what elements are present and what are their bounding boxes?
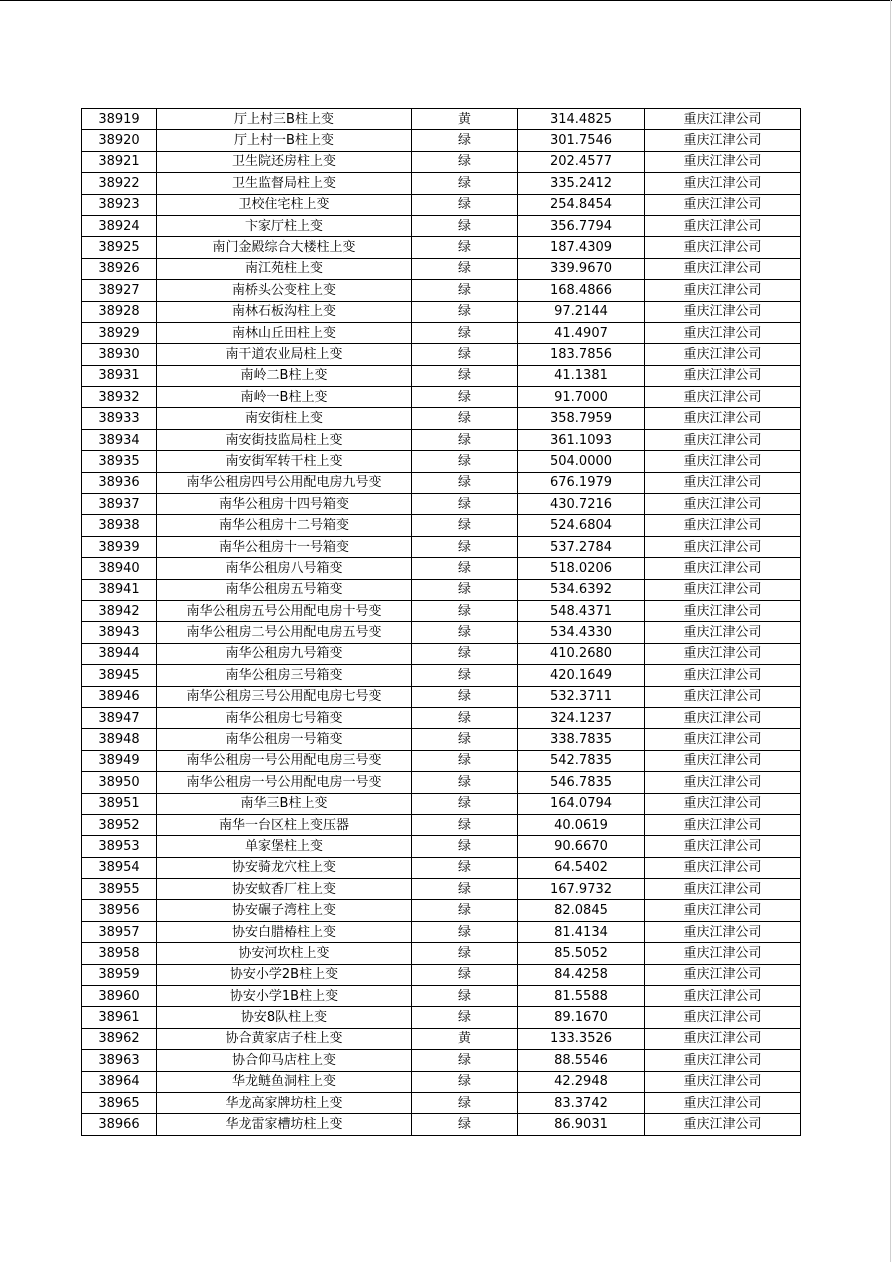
- cell-status: 绿: [412, 451, 518, 472]
- cell-id: 38950: [82, 772, 157, 793]
- cell-name: 协合黄家店子柱上变: [157, 1028, 412, 1049]
- cell-name: 卫生院还房柱上变: [157, 151, 412, 172]
- table-row: [82, 1071, 801, 1092]
- cell-name: 协合仰马店柱上变: [157, 1050, 412, 1071]
- cell-id: 38957: [82, 921, 157, 942]
- cell-value: 168.4866: [518, 280, 645, 301]
- cell-status: 绿: [412, 429, 518, 450]
- cell-status: 绿: [412, 622, 518, 643]
- table-row: [82, 408, 801, 429]
- cell-id: 38928: [82, 301, 157, 322]
- cell-company: 重庆江津公司: [645, 1092, 801, 1113]
- cell-name: 协安白腊椿柱上变: [157, 921, 412, 942]
- cell-value: 532.3711: [518, 686, 645, 707]
- cell-id: 38951: [82, 793, 157, 814]
- cell-company: 重庆江津公司: [645, 515, 801, 536]
- cell-value: 81.4134: [518, 921, 645, 942]
- cell-value: 167.9732: [518, 879, 645, 900]
- cell-id: 38924: [82, 215, 157, 236]
- cell-status: 绿: [412, 921, 518, 942]
- table-row: [82, 986, 801, 1007]
- cell-name: 南门金殿综合大楼柱上变: [157, 237, 412, 258]
- cell-status: 绿: [412, 1050, 518, 1071]
- cell-name: 南华三B柱上变: [157, 793, 412, 814]
- cell-status: 黄: [412, 1028, 518, 1049]
- cell-company: 重庆江津公司: [645, 836, 801, 857]
- cell-id: 38955: [82, 879, 157, 900]
- cell-company: 重庆江津公司: [645, 344, 801, 365]
- cell-status: 绿: [412, 536, 518, 557]
- table-row: [82, 1050, 801, 1071]
- cell-value: 339.9670: [518, 258, 645, 279]
- cell-value: 42.2948: [518, 1071, 645, 1092]
- cell-status: 绿: [412, 365, 518, 386]
- cell-status: 绿: [412, 879, 518, 900]
- cell-id: 38966: [82, 1114, 157, 1135]
- cell-id: 38960: [82, 986, 157, 1007]
- cell-id: 38920: [82, 130, 157, 151]
- cell-name: 单家堡柱上变: [157, 836, 412, 857]
- cell-company: 重庆江津公司: [645, 814, 801, 835]
- table-row: [82, 301, 801, 322]
- table-row: [82, 836, 801, 857]
- cell-value: 91.7000: [518, 387, 645, 408]
- table-row: [82, 814, 801, 835]
- cell-id: 38953: [82, 836, 157, 857]
- table-row: [82, 686, 801, 707]
- cell-name: 南华公租房二号公用配电房五号变: [157, 622, 412, 643]
- cell-company: 重庆江津公司: [645, 772, 801, 793]
- cell-company: 重庆江津公司: [645, 643, 801, 664]
- cell-status: 绿: [412, 237, 518, 258]
- cell-company: 重庆江津公司: [645, 1071, 801, 1092]
- table-row: [82, 451, 801, 472]
- cell-value: 356.7794: [518, 215, 645, 236]
- cell-name: 南林石板沟柱上变: [157, 301, 412, 322]
- cell-value: 548.4371: [518, 600, 645, 621]
- cell-status: 绿: [412, 857, 518, 878]
- cell-status: 绿: [412, 729, 518, 750]
- cell-status: 绿: [412, 1114, 518, 1135]
- cell-value: 202.4577: [518, 151, 645, 172]
- cell-company: 重庆江津公司: [645, 900, 801, 921]
- table-row: [82, 622, 801, 643]
- cell-status: 绿: [412, 579, 518, 600]
- cell-company: 重庆江津公司: [645, 408, 801, 429]
- cell-value: 41.1381: [518, 365, 645, 386]
- cell-value: 83.3742: [518, 1092, 645, 1113]
- cell-id: 38958: [82, 943, 157, 964]
- cell-id: 38944: [82, 643, 157, 664]
- cell-name: 南华公租房八号箱变: [157, 558, 412, 579]
- cell-company: 重庆江津公司: [645, 365, 801, 386]
- cell-id: 38941: [82, 579, 157, 600]
- cell-status: 绿: [412, 750, 518, 771]
- cell-company: 重庆江津公司: [645, 1028, 801, 1049]
- table-row: [82, 1114, 801, 1135]
- cell-company: 重庆江津公司: [645, 130, 801, 151]
- cell-id: 38963: [82, 1050, 157, 1071]
- cell-name: 南华公租房一号公用配电房三号变: [157, 750, 412, 771]
- cell-status: 绿: [412, 1092, 518, 1113]
- cell-value: 97.2144: [518, 301, 645, 322]
- cell-company: 重庆江津公司: [645, 750, 801, 771]
- cell-status: 绿: [412, 772, 518, 793]
- table-row: [82, 109, 801, 130]
- cell-name: 南华公租房十四号箱变: [157, 494, 412, 515]
- cell-value: 82.0845: [518, 900, 645, 921]
- cell-name: 协安碾子湾柱上变: [157, 900, 412, 921]
- page-top-border: [0, 0, 892, 1]
- table-row: [82, 1007, 801, 1028]
- cell-name: 卫生监督局柱上变: [157, 173, 412, 194]
- table-row: [82, 322, 801, 343]
- cell-id: 38925: [82, 237, 157, 258]
- cell-status: 绿: [412, 215, 518, 236]
- cell-id: 38948: [82, 729, 157, 750]
- cell-id: 38923: [82, 194, 157, 215]
- cell-company: 重庆江津公司: [645, 280, 801, 301]
- cell-status: 绿: [412, 494, 518, 515]
- cell-company: 重庆江津公司: [645, 494, 801, 515]
- cell-company: 重庆江津公司: [645, 173, 801, 194]
- cell-company: 重庆江津公司: [645, 857, 801, 878]
- cell-company: 重庆江津公司: [645, 729, 801, 750]
- cell-company: 重庆江津公司: [645, 943, 801, 964]
- cell-status: 绿: [412, 387, 518, 408]
- cell-name: 协安河坎柱上变: [157, 943, 412, 964]
- cell-name: 南岭一B柱上变: [157, 387, 412, 408]
- cell-status: 绿: [412, 515, 518, 536]
- cell-name: 南华公租房五号箱变: [157, 579, 412, 600]
- cell-id: 38927: [82, 280, 157, 301]
- table-row: [82, 579, 801, 600]
- cell-value: 86.9031: [518, 1114, 645, 1135]
- cell-id: 38942: [82, 600, 157, 621]
- cell-name: 南林山丘田柱上变: [157, 322, 412, 343]
- cell-id: 38919: [82, 109, 157, 130]
- table-row: [82, 964, 801, 985]
- cell-name: 协安骑龙穴柱上变: [157, 857, 412, 878]
- cell-name: 南江苑柱上变: [157, 258, 412, 279]
- table-row: [82, 643, 801, 664]
- cell-name: 南华公租房三号公用配电房七号变: [157, 686, 412, 707]
- cell-name: 南安街技监局柱上变: [157, 429, 412, 450]
- cell-name: 南岭二B柱上变: [157, 365, 412, 386]
- cell-value: 524.6804: [518, 515, 645, 536]
- cell-status: 绿: [412, 986, 518, 1007]
- table-row: [82, 772, 801, 793]
- cell-status: 绿: [412, 836, 518, 857]
- page-right-edge: [890, 0, 891, 1262]
- cell-value: 518.0206: [518, 558, 645, 579]
- cell-status: 绿: [412, 258, 518, 279]
- table-row: [82, 130, 801, 151]
- cell-value: 504.0000: [518, 451, 645, 472]
- cell-id: 38943: [82, 622, 157, 643]
- cell-status: 绿: [412, 408, 518, 429]
- cell-value: 183.7856: [518, 344, 645, 365]
- table-row: [82, 472, 801, 493]
- cell-status: 绿: [412, 194, 518, 215]
- cell-id: 38962: [82, 1028, 157, 1049]
- cell-name: 南华公租房五号公用配电房十号变: [157, 600, 412, 621]
- cell-status: 绿: [412, 814, 518, 835]
- cell-value: 358.7959: [518, 408, 645, 429]
- cell-status: 绿: [412, 151, 518, 172]
- cell-name: 南安街柱上变: [157, 408, 412, 429]
- cell-name: 南华公租房九号箱变: [157, 643, 412, 664]
- cell-company: 重庆江津公司: [645, 215, 801, 236]
- cell-company: 重庆江津公司: [645, 964, 801, 985]
- cell-id: 38931: [82, 365, 157, 386]
- cell-company: 重庆江津公司: [645, 301, 801, 322]
- table-row: [82, 750, 801, 771]
- cell-company: 重庆江津公司: [645, 1050, 801, 1071]
- cell-value: 64.5402: [518, 857, 645, 878]
- cell-name: 南华公租房一号箱变: [157, 729, 412, 750]
- table-row: [82, 215, 801, 236]
- cell-id: 38954: [82, 857, 157, 878]
- cell-value: 534.6392: [518, 579, 645, 600]
- cell-value: 676.1979: [518, 472, 645, 493]
- cell-value: 133.3526: [518, 1028, 645, 1049]
- cell-value: 301.7546: [518, 130, 645, 151]
- cell-value: 88.5546: [518, 1050, 645, 1071]
- cell-value: 164.0794: [518, 793, 645, 814]
- cell-id: 38933: [82, 408, 157, 429]
- table-row: [82, 943, 801, 964]
- cell-value: 324.1237: [518, 707, 645, 728]
- cell-company: 重庆江津公司: [645, 686, 801, 707]
- table-row: [82, 707, 801, 728]
- cell-id: 38922: [82, 173, 157, 194]
- table-row: [82, 665, 801, 686]
- table-body: [82, 109, 801, 1136]
- cell-name: 南干道农业局柱上变: [157, 344, 412, 365]
- cell-value: 410.2680: [518, 643, 645, 664]
- cell-id: 38932: [82, 387, 157, 408]
- cell-value: 187.4309: [518, 237, 645, 258]
- table-row: [82, 365, 801, 386]
- table-row: [82, 194, 801, 215]
- table-row: [82, 900, 801, 921]
- table-row: [82, 793, 801, 814]
- table-row: [82, 515, 801, 536]
- cell-name: 南华公租房七号箱变: [157, 707, 412, 728]
- table-row: [82, 857, 801, 878]
- cell-status: 黄: [412, 109, 518, 130]
- cell-id: 38934: [82, 429, 157, 450]
- cell-name: 南华一台区柱上变压器: [157, 814, 412, 835]
- cell-name: 南华公租房十二号箱变: [157, 515, 412, 536]
- cell-id: 38961: [82, 1007, 157, 1028]
- cell-value: 254.8454: [518, 194, 645, 215]
- cell-company: 重庆江津公司: [645, 472, 801, 493]
- cell-value: 420.1649: [518, 665, 645, 686]
- table-row: [82, 387, 801, 408]
- cell-company: 重庆江津公司: [645, 579, 801, 600]
- cell-status: 绿: [412, 280, 518, 301]
- cell-name: 华龙鲢鱼洞柱上变: [157, 1071, 412, 1092]
- cell-id: 38937: [82, 494, 157, 515]
- cell-company: 重庆江津公司: [645, 322, 801, 343]
- cell-value: 40.0619: [518, 814, 645, 835]
- cell-name: 南华公租房一号公用配电房一号变: [157, 772, 412, 793]
- cell-value: 338.7835: [518, 729, 645, 750]
- cell-status: 绿: [412, 558, 518, 579]
- cell-value: 430.7216: [518, 494, 645, 515]
- cell-id: 38939: [82, 536, 157, 557]
- cell-status: 绿: [412, 900, 518, 921]
- cell-value: 335.2412: [518, 173, 645, 194]
- cell-id: 38936: [82, 472, 157, 493]
- cell-value: 85.5052: [518, 943, 645, 964]
- cell-status: 绿: [412, 301, 518, 322]
- cell-status: 绿: [412, 130, 518, 151]
- table-row: [82, 173, 801, 194]
- cell-id: 38959: [82, 964, 157, 985]
- table-row: [82, 600, 801, 621]
- table-row: [82, 280, 801, 301]
- cell-status: 绿: [412, 707, 518, 728]
- cell-status: 绿: [412, 600, 518, 621]
- table-row: [82, 1092, 801, 1113]
- cell-company: 重庆江津公司: [645, 1007, 801, 1028]
- cell-id: 38926: [82, 258, 157, 279]
- cell-company: 重庆江津公司: [645, 986, 801, 1007]
- cell-id: 38952: [82, 814, 157, 835]
- cell-status: 绿: [412, 686, 518, 707]
- cell-name: 协安小学1B柱上变: [157, 986, 412, 1007]
- cell-status: 绿: [412, 322, 518, 343]
- cell-company: 重庆江津公司: [645, 387, 801, 408]
- cell-name: 卞家厅柱上变: [157, 215, 412, 236]
- cell-company: 重庆江津公司: [645, 429, 801, 450]
- cell-name: 华龙高家牌坊柱上变: [157, 1092, 412, 1113]
- cell-value: 542.7835: [518, 750, 645, 771]
- cell-name: 南华公租房十一号箱变: [157, 536, 412, 557]
- cell-name: 南华公租房三号箱变: [157, 665, 412, 686]
- cell-company: 重庆江津公司: [645, 237, 801, 258]
- cell-id: 38935: [82, 451, 157, 472]
- cell-name: 厅上村一B柱上变: [157, 130, 412, 151]
- cell-company: 重庆江津公司: [645, 258, 801, 279]
- cell-name: 南华公租房四号公用配电房九号变: [157, 472, 412, 493]
- cell-id: 38945: [82, 665, 157, 686]
- cell-name: 华龙雷家槽坊柱上变: [157, 1114, 412, 1135]
- cell-value: 537.2784: [518, 536, 645, 557]
- cell-name: 协安蚊香厂柱上变: [157, 879, 412, 900]
- cell-status: 绿: [412, 1071, 518, 1092]
- cell-status: 绿: [412, 643, 518, 664]
- table-row: [82, 344, 801, 365]
- cell-value: 84.4258: [518, 964, 645, 985]
- cell-status: 绿: [412, 173, 518, 194]
- cell-company: 重庆江津公司: [645, 1114, 801, 1135]
- cell-value: 546.7835: [518, 772, 645, 793]
- cell-value: 90.6670: [518, 836, 645, 857]
- cell-name: 厅上村三B柱上变: [157, 109, 412, 130]
- transformer-table: [81, 108, 801, 1136]
- cell-company: 重庆江津公司: [645, 558, 801, 579]
- cell-status: 绿: [412, 1007, 518, 1028]
- cell-company: 重庆江津公司: [645, 707, 801, 728]
- table-row: [82, 237, 801, 258]
- cell-id: 38929: [82, 322, 157, 343]
- cell-status: 绿: [412, 943, 518, 964]
- cell-company: 重庆江津公司: [645, 109, 801, 130]
- cell-company: 重庆江津公司: [645, 793, 801, 814]
- cell-id: 38940: [82, 558, 157, 579]
- cell-id: 38949: [82, 750, 157, 771]
- cell-company: 重庆江津公司: [645, 600, 801, 621]
- cell-company: 重庆江津公司: [645, 622, 801, 643]
- cell-value: 89.1670: [518, 1007, 645, 1028]
- cell-status: 绿: [412, 793, 518, 814]
- cell-company: 重庆江津公司: [645, 921, 801, 942]
- cell-value: 81.5588: [518, 986, 645, 1007]
- cell-name: 南桥头公变柱上变: [157, 280, 412, 301]
- table-row: [82, 558, 801, 579]
- cell-company: 重庆江津公司: [645, 151, 801, 172]
- cell-id: 38946: [82, 686, 157, 707]
- cell-id: 38921: [82, 151, 157, 172]
- cell-id: 38965: [82, 1092, 157, 1113]
- table-row: [82, 494, 801, 515]
- cell-id: 38930: [82, 344, 157, 365]
- cell-status: 绿: [412, 665, 518, 686]
- table-row: [82, 151, 801, 172]
- cell-id: 38938: [82, 515, 157, 536]
- cell-status: 绿: [412, 472, 518, 493]
- table-row: [82, 921, 801, 942]
- cell-status: 绿: [412, 964, 518, 985]
- cell-value: 41.4907: [518, 322, 645, 343]
- cell-name: 协安8队柱上变: [157, 1007, 412, 1028]
- cell-status: 绿: [412, 344, 518, 365]
- table-row: [82, 1028, 801, 1049]
- cell-id: 38964: [82, 1071, 157, 1092]
- cell-id: 38956: [82, 900, 157, 921]
- table-row: [82, 536, 801, 557]
- table-row: [82, 258, 801, 279]
- table-row: [82, 879, 801, 900]
- cell-company: 重庆江津公司: [645, 194, 801, 215]
- cell-value: 314.4825: [518, 109, 645, 130]
- cell-value: 361.1093: [518, 429, 645, 450]
- cell-name: 协安小学2B柱上变: [157, 964, 412, 985]
- cell-company: 重庆江津公司: [645, 451, 801, 472]
- cell-value: 534.4330: [518, 622, 645, 643]
- cell-company: 重庆江津公司: [645, 536, 801, 557]
- cell-id: 38947: [82, 707, 157, 728]
- table-row: [82, 729, 801, 750]
- cell-company: 重庆江津公司: [645, 879, 801, 900]
- cell-name: 卫校住宅柱上变: [157, 194, 412, 215]
- table-row: [82, 429, 801, 450]
- cell-name: 南安街军转干柱上变: [157, 451, 412, 472]
- cell-company: 重庆江津公司: [645, 665, 801, 686]
